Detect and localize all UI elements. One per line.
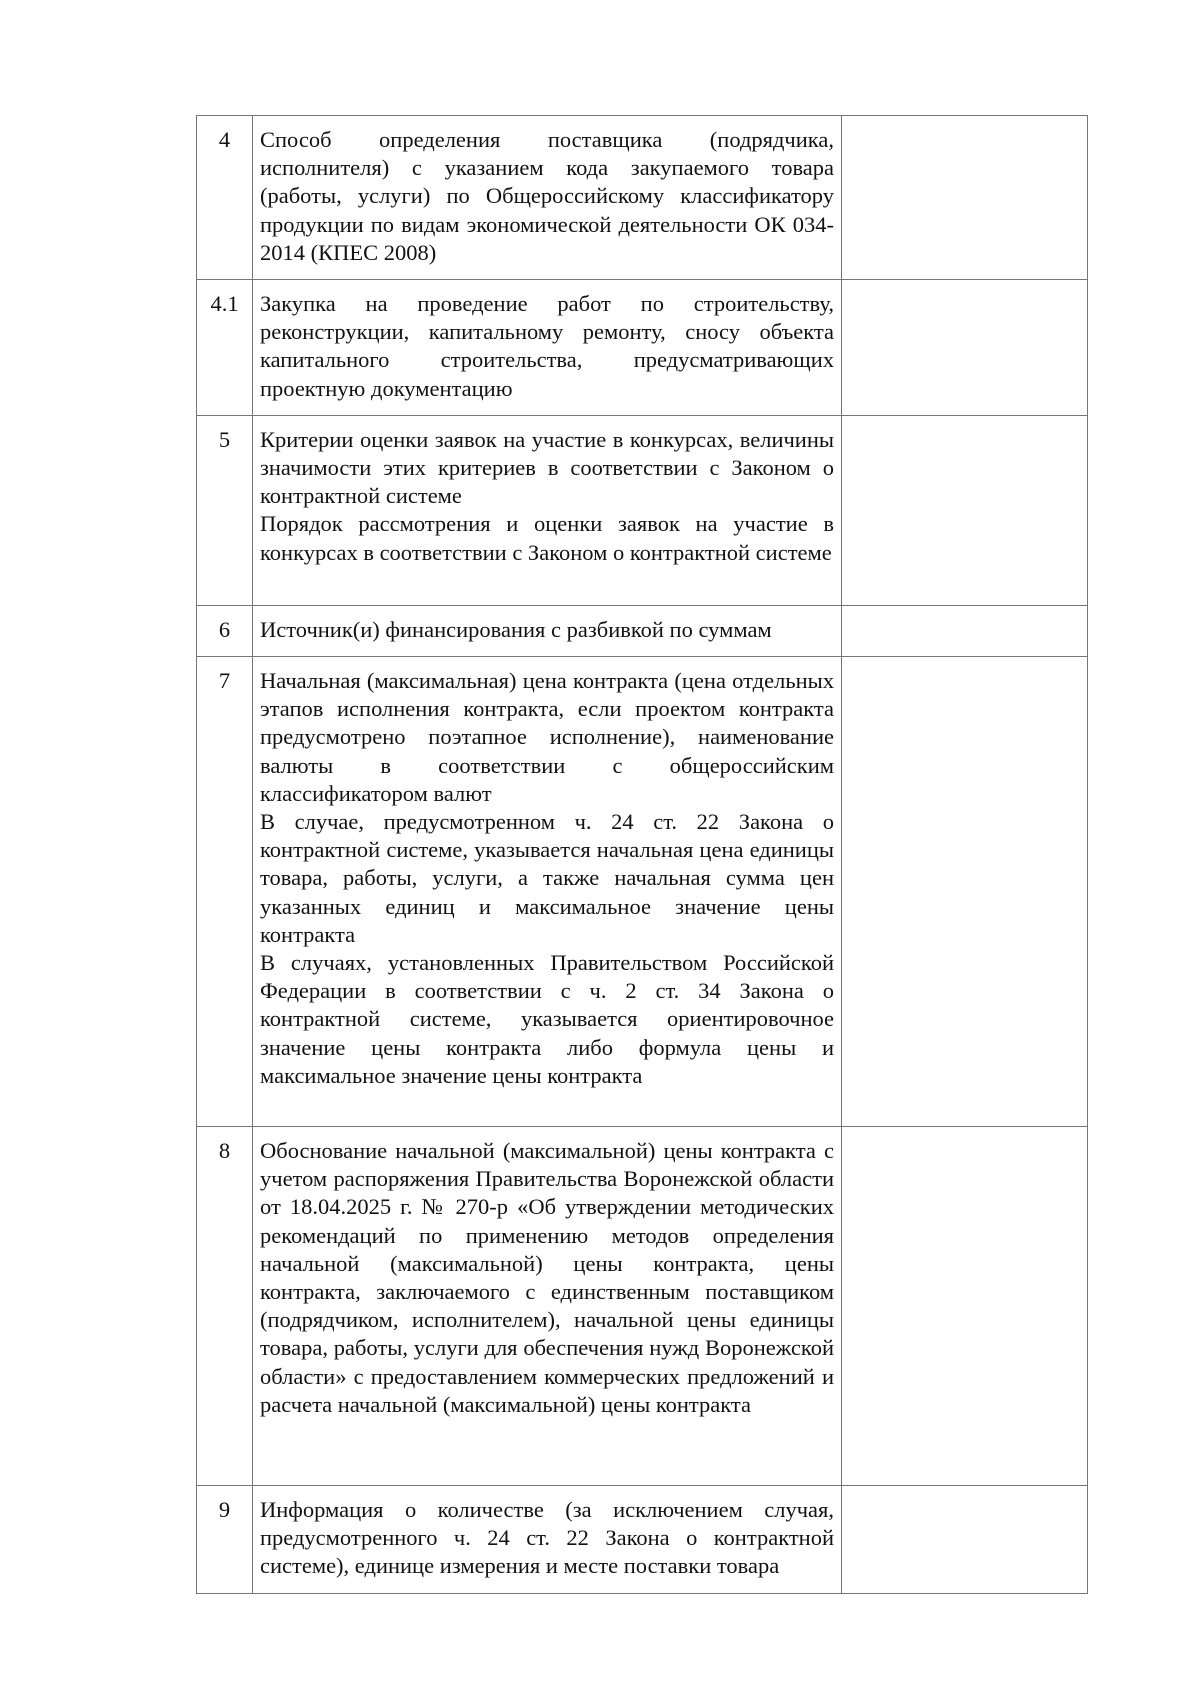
table-row <box>197 657 1088 1127</box>
table-row <box>197 1127 1088 1486</box>
row-number: 8 <box>197 1127 253 1486</box>
row-value-cell <box>842 116 1088 280</box>
row-description <box>253 280 842 416</box>
table-row <box>197 280 1088 416</box>
row-value-cell <box>842 1486 1088 1594</box>
table-body <box>197 116 1088 1594</box>
row-value-cell <box>842 657 1088 1127</box>
table-row <box>197 415 1088 605</box>
table-row <box>197 116 1088 280</box>
row-paragraph: Способ определения поставщика (подрядчика, исполнителя) с указанием кода закупаемого товара (работы, услуги) по Общероссийскому классификатору продукции по видам экономической деятельности ОК 034-2014 (КПЕС 2008) <box>260 127 834 265</box>
document-table <box>196 115 1088 1594</box>
row-description <box>253 116 842 280</box>
row-value-cell <box>842 605 1088 656</box>
row-paragraph: В случае, предусмотренном ч. 24 ст. 22 Закона о контрактной системе, указывается начальная цена единицы товара, работы, услуги, а также начальная сумма цен указанных единиц и максимальное значение цены контракта <box>260 809 834 947</box>
row-number: 4 <box>197 116 253 280</box>
row-paragraph: Обоснование начальной (максимальной) цены контракта с учетом распоряжения Правительства Воронежской области от 18.04.2025 г. № 270-р «Об утверждении методических рекомендаций по применению методов определения начальной (максимальной) цены контракта, цены контракта, заключаемого с единственным поставщиком (подрядчиком, исполнителем), начальной цены единицы товара, работы, услуги для обеспечения нужд Воронежской области» с предоставлением коммерческих предложений и расчета начальной (максимальной) цены контракта <box>260 1138 834 1417</box>
row-number: 4.1 <box>197 280 253 416</box>
row-paragraph: Информация о количестве (за исключением случая, предусмотренного ч. 24 ст. 22 Закона о контрактной системе), единице измерения и месте поставки товара <box>260 1497 834 1579</box>
row-number: 9 <box>197 1486 253 1594</box>
row-paragraph: Закупка на проведение работ по строительству, реконструкции, капитальному ремонту, сносу объекта капитального строительства, предусматривающих проектную документацию <box>260 291 834 401</box>
row-number: 7 <box>197 657 253 1127</box>
row-description <box>253 1127 842 1486</box>
row-paragraph: Источник(и) финансирования с разбивкой по суммам <box>260 616 772 642</box>
row-description <box>253 415 842 605</box>
row-number: 6 <box>197 605 253 656</box>
row-description <box>253 605 842 656</box>
row-value-cell <box>842 415 1088 605</box>
row-description <box>253 657 842 1127</box>
row-description <box>253 1486 842 1594</box>
row-paragraph: В случаях, установленных Правительством Российской Федерации в соответствии с ч. 2 ст. 34 Закона о контрактной системе, указывается ориентировочное значение цены контракта либо формула цены и максимальное значение цены контракта <box>260 950 834 1088</box>
row-value-cell <box>842 1127 1088 1486</box>
table-row <box>197 1486 1088 1594</box>
row-paragraph: Начальная (максимальная) цена контракта (цена отдельных этапов исполнения контракта, если проектом контракта предусмотрено поэтапное исполнение), наименование валюты в соответствии с общероссийским классификатором валют <box>260 668 834 806</box>
row-paragraph: Критерии оценки заявок на участие в конкурсах, величины значимости этих критериев в соответствии с Законом о контрактной системе <box>260 426 834 509</box>
row-value-cell <box>842 280 1088 416</box>
table-row <box>197 605 1088 656</box>
row-number: 5 <box>197 415 253 605</box>
row-paragraph: Порядок рассмотрения и оценки заявок на участие в конкурсах в соответствии с Законом о контрактной системе <box>260 511 834 565</box>
